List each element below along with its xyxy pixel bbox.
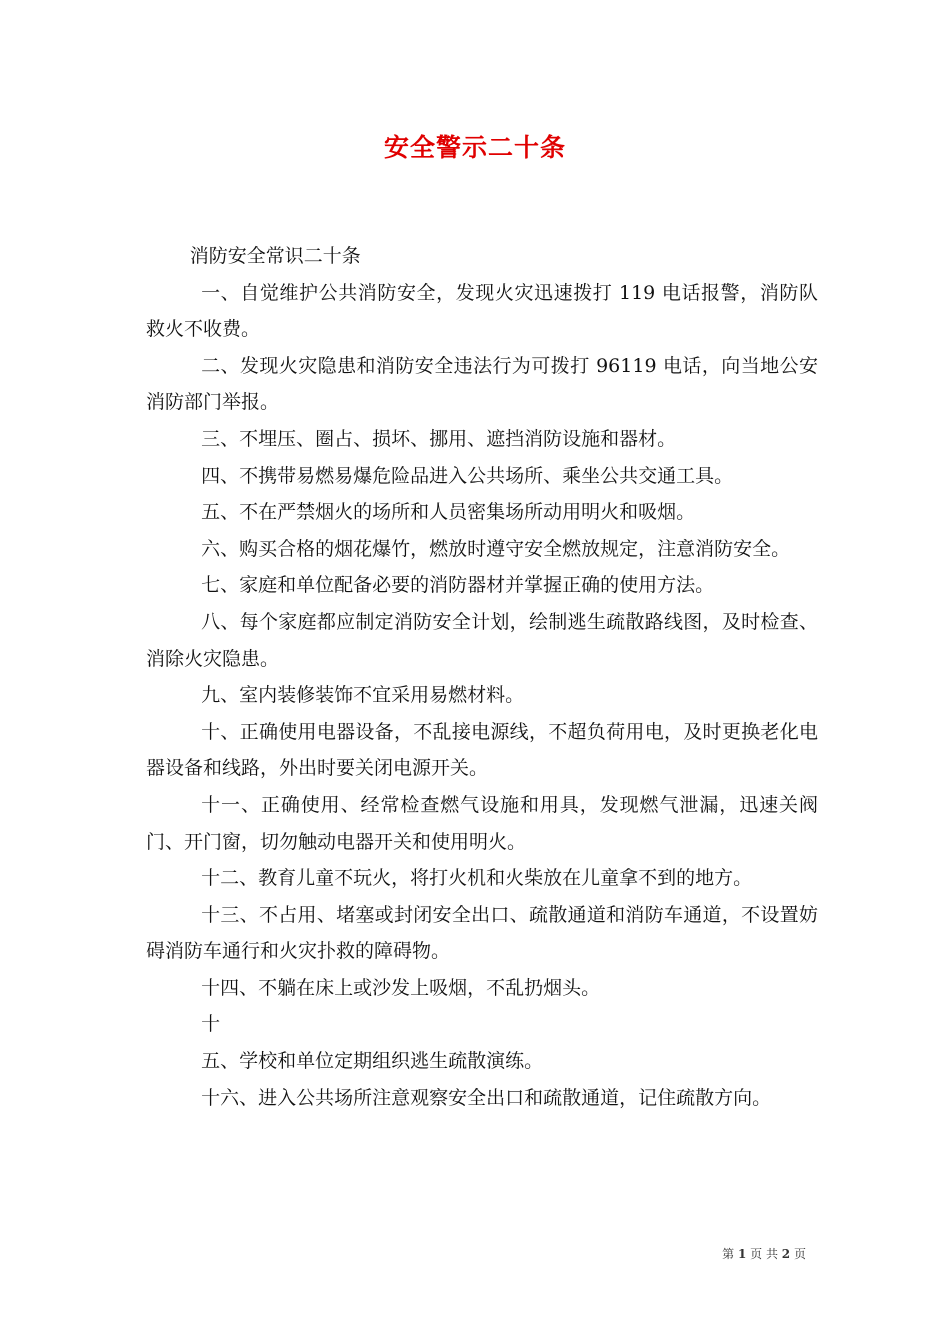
list-item: 四、不携带易燃易爆危险品进入公共场所、乘坐公共交通工具。 bbox=[201, 464, 734, 487]
section-subtitle: 消防安全常识二十条 bbox=[189, 245, 361, 267]
list-item: 一、自觉维护公共消防安全，发现火灾迅速拨打 119 电话报警，消防队救火不收费。 bbox=[146, 281, 818, 341]
list-item: 十二、教育儿童不玩火，将打火机和火柴放在儿童拿不到的地方。 bbox=[201, 867, 753, 890]
page-title: 安全警示二十条 bbox=[383, 133, 566, 162]
list-item: 十三、不占用、堵塞或封闭安全出口、疏散通道和消防车通道，不设置妨碍消防车通行和火灾扑救的障碍物。 bbox=[146, 903, 818, 963]
list-item: 五、不在严禁烟火的场所和人员密集场所动用明火和吸烟。 bbox=[201, 501, 696, 524]
list-item: 二、发现火灾隐患和消防安全违法行为可拨打 96119 电话，向当地公安消防部门举报。 bbox=[146, 354, 818, 414]
footer-prefix: 第 bbox=[722, 1247, 735, 1261]
footer-total-pages: 2 bbox=[781, 1247, 791, 1261]
page-footer bbox=[722, 1246, 806, 1262]
list-item: 十、正确使用电器设备，不乱接电源线，不超负荷用电，及时更换老化电器设备和线路，外出时要关闭电源开关。 bbox=[146, 720, 818, 780]
list-item: 六、购买合格的烟花爆竹，燃放时遵守安全燃放规定，注意消防安全。 bbox=[201, 537, 791, 560]
list-item: 五、学校和单位定期组织逃生疏散演练。 bbox=[201, 1050, 544, 1073]
document-body bbox=[146, 238, 818, 1116]
list-item: 十 bbox=[201, 1013, 221, 1036]
footer-current-page: 1 bbox=[737, 1247, 747, 1261]
footer-suffix: 页 bbox=[793, 1247, 806, 1261]
list-item: 八、每个家庭都应制定消防安全计划，绘制逃生疏散路线图，及时检查、消除火灾隐患。 bbox=[146, 610, 818, 670]
list-item: 十四、不躺在床上或沙发上吸烟，不乱扔烟头。 bbox=[201, 976, 601, 999]
list-item: 七、家庭和单位配备必要的消防器材并掌握正确的使用方法。 bbox=[201, 574, 715, 597]
list-item: 十一、正确使用、经常检查燃气设施和用具，发现燃气泄漏，迅速关阀门、开门窗，切勿触动电器开关和使用明火。 bbox=[146, 793, 818, 853]
list-item: 十六、进入公共场所注意观察安全出口和疏散通道，记住疏散方向。 bbox=[201, 1086, 772, 1109]
footer-middle: 页 共 bbox=[750, 1247, 778, 1261]
list-item: 三、不埋压、圈占、损坏、挪用、遮挡消防设施和器材。 bbox=[201, 427, 677, 450]
list-item: 九、室内装修装饰不宜采用易燃材料。 bbox=[201, 684, 525, 707]
